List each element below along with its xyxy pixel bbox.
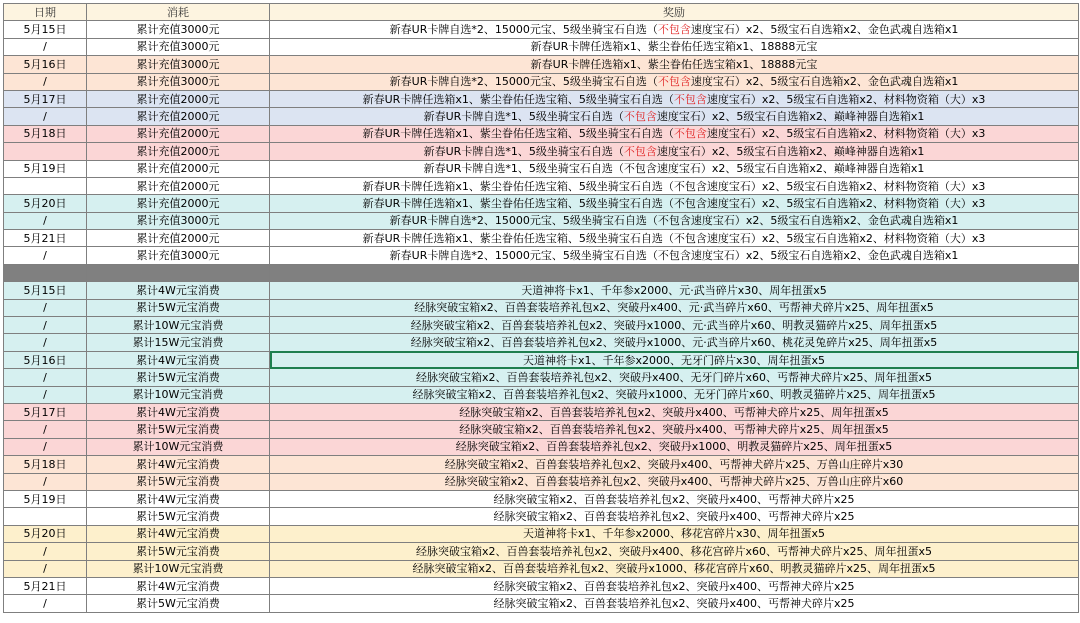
cell-cost[interactable]: 累计充值2000元 <box>87 108 270 125</box>
cell-reward[interactable] <box>270 195 1079 212</box>
cell-reward[interactable] <box>270 525 1079 542</box>
cell-cost[interactable]: 累计10W元宝消费 <box>87 560 270 577</box>
cell-date[interactable]: 5月21日 <box>4 230 87 247</box>
table-row <box>4 351 1079 368</box>
cell-date[interactable]: 5月19日 <box>4 160 87 177</box>
reward-text-segment: 经脉突破宝箱x2、百兽套装培养礼包x2、突破丹x1000、元·武当碎片x60、桃花灵兔碎片x25、周年扭蛋x5 <box>410 336 938 350</box>
cell-reward[interactable] <box>270 560 1079 577</box>
cell-date[interactable]: / <box>4 299 87 316</box>
cell-reward[interactable] <box>270 90 1079 107</box>
table-row <box>4 490 1079 507</box>
reward-text-segment: 速度宝石）x2、5级宝石自选箱x2、材料物资箱（大）x3 <box>706 92 986 106</box>
cell-cost[interactable]: 累计4W元宝消费 <box>87 456 270 473</box>
cell-reward[interactable] <box>270 456 1079 473</box>
reward-text-segment: 新春UR卡牌任选箱x1、紫尘眷佑任选宝箱、5级坐骑宝石自选（不包含速度宝石）x2、5级宝石自选箱x2、材料物资箱（大）x3 <box>362 196 986 210</box>
cell-date[interactable]: / <box>4 108 87 125</box>
cell-date[interactable]: / <box>4 543 87 560</box>
cell-cost[interactable]: 累计充值2000元 <box>87 143 270 160</box>
cell-cost[interactable]: 累计5W元宝消费 <box>87 299 270 316</box>
table-row <box>4 560 1079 577</box>
table-row <box>4 595 1079 612</box>
cell-date[interactable]: / <box>4 212 87 229</box>
cell-cost[interactable]: 累计4W元宝消费 <box>87 282 270 299</box>
table-row <box>4 108 1079 125</box>
table-row <box>4 230 1079 247</box>
table-row <box>4 160 1079 177</box>
table-row <box>4 438 1079 455</box>
table-row <box>4 21 1079 38</box>
reward-text-segment: 新春UR卡牌自选*1、5级坐骑宝石自选（ <box>423 110 624 124</box>
table-row <box>4 56 1079 73</box>
cell-date[interactable]: / <box>4 473 87 490</box>
header-cost[interactable]: 消耗 <box>87 4 270 21</box>
cell-cost[interactable]: 累计4W元宝消费 <box>87 351 270 368</box>
reward-text-segment: 不包含 <box>673 92 707 106</box>
reward-text-segment: 速度宝石）x2、5级宝石自选箱x2、金色武魂自选箱x1 <box>690 75 959 89</box>
cell-date[interactable]: / <box>4 73 87 90</box>
cell-date[interactable]: / <box>4 595 87 612</box>
cell-reward[interactable] <box>270 421 1079 438</box>
table-row <box>4 38 1079 55</box>
cell-reward[interactable] <box>270 438 1079 455</box>
cell-reward[interactable] <box>270 73 1079 90</box>
table-row <box>4 473 1079 490</box>
reward-text-segment: 新春UR卡牌任选箱x1、紫尘眷佑任选宝箱、5级坐骑宝石自选（ <box>362 92 674 106</box>
cell-date[interactable]: / <box>4 438 87 455</box>
cell-date[interactable]: 5月16日 <box>4 56 87 73</box>
table-row <box>4 508 1079 525</box>
cell-date[interactable]: / <box>4 560 87 577</box>
cell-reward[interactable] <box>270 125 1079 142</box>
cell-date[interactable]: / <box>4 421 87 438</box>
reward-text-segment: 经脉突破宝箱x2、百兽套装培养礼包x2、突破丹x400、丐帮神犬碎片x25、万兽山庄碎片x60 <box>444 475 904 489</box>
reward-text-segment: 经脉突破宝箱x2、百兽套装培养礼包x2、突破丹x400、丐帮神犬碎片x25、万兽山庄碎片x30 <box>444 457 904 471</box>
reward-text-segment: 新春UR卡牌任选箱x1、紫尘眷佑任选宝箱、5级坐骑宝石自选（不包含速度宝石）x2、5级宝石自选箱x2、材料物资箱（大）x3 <box>362 179 986 193</box>
cell-cost[interactable]: 累计4W元宝消费 <box>87 403 270 420</box>
reward-text-segment: 新春UR卡牌自选*1、5级坐骑宝石自选（ <box>423 144 624 158</box>
reward-text-segment: 新春UR卡牌任选箱x1、紫尘眷佑任选宝箱x1、18888元宝 <box>530 40 818 54</box>
table-row <box>4 143 1079 160</box>
reward-text-segment: 新春UR卡牌自选*2、15000元宝、5级坐骑宝石自选（不包含速度宝石）x2、5级宝石自选箱x2、金色武魂自选箱x1 <box>389 249 959 263</box>
reward-text-segment: 速度宝石）x2、5级宝石自选箱x2、材料物资箱（大）x3 <box>706 127 986 141</box>
reward-text-segment: 不包含 <box>623 110 657 124</box>
cell-reward[interactable] <box>270 595 1079 612</box>
cell-cost[interactable]: 累计充值3000元 <box>87 212 270 229</box>
cell-cost[interactable]: 累计5W元宝消费 <box>87 543 270 560</box>
reward-text-segment: 速度宝石）x2、5级宝石自选箱x2、金色武魂自选箱x1 <box>690 23 959 37</box>
reward-text-segment: 经脉突破宝箱x2、百兽套装培养礼包x2、突破丹x400、丐帮神犬碎片x25 <box>493 596 855 610</box>
cell-reward[interactable] <box>270 108 1079 125</box>
cell-reward[interactable] <box>270 386 1079 403</box>
cell-reward[interactable] <box>270 351 1079 368</box>
cell-date[interactable]: 5月15日 <box>4 282 87 299</box>
cell-cost[interactable]: 累计5W元宝消费 <box>87 369 270 386</box>
reward-text-segment: 经脉突破宝箱x2、百兽套装培养礼包x2、突破丹x400、无牙门碎片x60、丐帮神犬碎片x25、周年扭蛋x5 <box>415 370 933 384</box>
reward-text-segment: 天道神将卡x1、千年参x2000、无牙门碎片x30、周年扭蛋x5 <box>522 353 826 367</box>
reward-text-segment: 新春UR卡牌自选*2、15000元宝、5级坐骑宝石自选（不包含速度宝石）x2、5级宝石自选箱x2、金色武魂自选箱x1 <box>389 214 959 228</box>
reward-table <box>3 3 1079 613</box>
table-row <box>4 334 1079 351</box>
cell-cost[interactable]: 累计10W元宝消费 <box>87 438 270 455</box>
cell-date[interactable]: / <box>4 247 87 264</box>
cell-date[interactable]: 5月20日 <box>4 525 87 542</box>
reward-text-segment: 不包含 <box>657 23 691 37</box>
cell-date[interactable]: 5月18日 <box>4 125 87 142</box>
cell-date[interactable]: / <box>4 334 87 351</box>
table-row <box>4 456 1079 473</box>
cell-cost[interactable]: 累计充值3000元 <box>87 21 270 38</box>
reward-text-segment: 经脉突破宝箱x2、百兽套装培养礼包x2、突破丹x400、移花宫碎片x60、丐帮神犬碎片x25、周年扭蛋x5 <box>415 544 933 558</box>
cell-reward[interactable] <box>270 230 1079 247</box>
reward-text-segment: 不包含 <box>623 144 657 158</box>
cell-reward[interactable] <box>270 473 1079 490</box>
reward-text-segment: 新春UR卡牌自选*1、5级坐骑宝石自选（不包含速度宝石）x2、5级宝石自选箱x2、巅峰神器自选箱x1 <box>423 162 925 176</box>
reward-text-segment: 经脉突破宝箱x2、百兽套装培养礼包x2、突破丹x1000、元·武当碎片x60、明教灵猫碎片x25、周年扭蛋x5 <box>410 318 938 332</box>
cell-reward[interactable] <box>270 160 1079 177</box>
cell-date[interactable]: / <box>4 369 87 386</box>
cell-cost[interactable]: 累计充值3000元 <box>87 247 270 264</box>
cell-date[interactable]: / <box>4 317 87 334</box>
cell-reward[interactable] <box>270 282 1079 299</box>
table-row <box>4 195 1079 212</box>
cell-reward[interactable] <box>270 403 1079 420</box>
table-row <box>4 177 1079 194</box>
cell-cost[interactable]: 累计15W元宝消费 <box>87 334 270 351</box>
cell-cost[interactable]: 累计5W元宝消费 <box>87 508 270 525</box>
cell-date[interactable]: 5月17日 <box>4 403 87 420</box>
table-row <box>4 543 1079 560</box>
cell-cost[interactable]: 累计充值2000元 <box>87 177 270 194</box>
cell-reward[interactable] <box>270 177 1079 194</box>
reward-text-segment: 经脉突破宝箱x2、百兽套装培养礼包x2、突破丹x400、丐帮神犬碎片x25 <box>493 492 855 506</box>
cell-reward[interactable] <box>270 247 1079 264</box>
cell-date[interactable]: 5月17日 <box>4 90 87 107</box>
table-row <box>4 525 1079 542</box>
cell-cost[interactable]: 累计充值3000元 <box>87 73 270 90</box>
cell-date[interactable] <box>4 143 87 160</box>
reward-text-segment: 经脉突破宝箱x2、百兽套装培养礼包x2、突破丹x1000、无牙门碎片x60、明教灵猫碎片x25、周年扭蛋x5 <box>412 388 936 402</box>
table-row <box>4 264 1079 281</box>
cell-cost[interactable]: 累计10W元宝消费 <box>87 317 270 334</box>
cell-date[interactable] <box>4 177 87 194</box>
cell-cost[interactable]: 累计充值3000元 <box>87 38 270 55</box>
cell-reward[interactable] <box>270 38 1079 55</box>
cell-reward[interactable] <box>270 577 1079 594</box>
cell-cost[interactable]: 累计充值2000元 <box>87 90 270 107</box>
cell-date[interactable]: 5月19日 <box>4 490 87 507</box>
table-row <box>4 282 1079 299</box>
reward-text-segment: 经脉突破宝箱x2、百兽套装培养礼包x2、突破丹x400、丐帮神犬碎片x25、周年扭蛋x5 <box>459 423 889 437</box>
cell-reward[interactable] <box>270 508 1079 525</box>
reward-text-segment: 经脉突破宝箱x2、百兽套装培养礼包x2、突破丹x400、丐帮神犬碎片x25 <box>493 579 855 593</box>
table-row <box>4 247 1079 264</box>
table-row <box>4 386 1079 403</box>
reward-text-segment: 不包含 <box>657 75 691 89</box>
cell-date[interactable]: 5月18日 <box>4 456 87 473</box>
cell-reward[interactable] <box>270 21 1079 38</box>
cell-date[interactable]: 5月15日 <box>4 21 87 38</box>
cell-reward[interactable] <box>270 490 1079 507</box>
table-body <box>4 4 1079 613</box>
cell-cost[interactable]: 累计充值2000元 <box>87 195 270 212</box>
reward-text-segment: 新春UR卡牌自选*2、15000元宝、5级坐骑宝石自选（ <box>389 75 658 89</box>
table-row <box>4 317 1079 334</box>
cell-cost[interactable]: 累计4W元宝消费 <box>87 490 270 507</box>
cell-date[interactable]: / <box>4 38 87 55</box>
cell-reward[interactable] <box>270 317 1079 334</box>
table-row <box>4 369 1079 386</box>
cell-reward[interactable] <box>270 212 1079 229</box>
reward-text-segment: 新春UR卡牌任选箱x1、紫尘眷佑任选宝箱、5级坐骑宝石自选（ <box>362 127 674 141</box>
table-row <box>4 299 1079 316</box>
reward-text-segment: 新春UR卡牌任选箱x1、紫尘眷佑任选宝箱、5级坐骑宝石自选（不包含速度宝石）x2、5级宝石自选箱x2、材料物资箱（大）x3 <box>362 231 986 245</box>
cell-date[interactable]: / <box>4 386 87 403</box>
cell-cost[interactable]: 累计充值2000元 <box>87 160 270 177</box>
reward-text-segment: 天道神将卡x1、千年参x2000、元·武当碎片x30、周年扭蛋x5 <box>521 283 827 297</box>
cell-date[interactable]: 5月16日 <box>4 351 87 368</box>
cell-reward[interactable] <box>270 264 1079 281</box>
header-reward[interactable]: 奖励 <box>270 4 1079 21</box>
cell-cost[interactable]: 累计4W元宝消费 <box>87 577 270 594</box>
cell-reward[interactable] <box>270 369 1079 386</box>
cell-cost[interactable]: 累计10W元宝消费 <box>87 386 270 403</box>
cell-cost[interactable]: 累计充值2000元 <box>87 125 270 142</box>
reward-text-segment: 经脉突破宝箱x2、百兽套装培养礼包x2、突破丹x1000、明教灵猫碎片x25、周年扭蛋x5 <box>455 440 893 454</box>
table-row <box>4 90 1079 107</box>
header-row <box>4 4 1079 21</box>
table-row <box>4 403 1079 420</box>
table-row <box>4 73 1079 90</box>
cell-cost[interactable]: 累计4W元宝消费 <box>87 525 270 542</box>
cell-cost[interactable]: 累计5W元宝消费 <box>87 473 270 490</box>
table-row <box>4 577 1079 594</box>
header-date[interactable]: 日期 <box>4 4 87 21</box>
reward-text-segment: 不包含 <box>673 127 707 141</box>
cell-reward[interactable] <box>270 56 1079 73</box>
reward-text-segment: 经脉突破宝箱x2、百兽套装培养礼包x2、突破丹x400、丐帮神犬碎片x25 <box>493 510 855 524</box>
cell-cost[interactable]: 累计充值3000元 <box>87 56 270 73</box>
reward-text-segment: 经脉突破宝箱x2、百兽套装培养礼包x2、突破丹x400、丐帮神犬碎片x25、周年扭蛋x5 <box>459 405 889 419</box>
cell-reward[interactable] <box>270 334 1079 351</box>
cell-cost[interactable]: 累计5W元宝消费 <box>87 595 270 612</box>
cell-cost[interactable]: 累计充值2000元 <box>87 230 270 247</box>
reward-text-segment: 速度宝石）x2、5级宝石自选箱x2、巅峰神器自选箱x1 <box>656 110 925 124</box>
cell-reward[interactable] <box>270 543 1079 560</box>
table-row <box>4 125 1079 142</box>
reward-text-segment: 新春UR卡牌任选箱x1、紫尘眷佑任选宝箱x1、18888元宝 <box>530 57 818 71</box>
reward-text-segment: 经脉突破宝箱x2、百兽套装培养礼包x2、突破丹x1000、移花宫碎片x60、明教灵猫碎片x25、周年扭蛋x5 <box>412 562 936 576</box>
reward-text-segment: 经脉突破宝箱x2、百兽套装培养礼包x2、突破丹x400、元·武当碎片x60、丐帮神犬碎片x25、周年扭蛋x5 <box>414 301 934 315</box>
cell-cost[interactable]: 累计5W元宝消费 <box>87 421 270 438</box>
table-row <box>4 212 1079 229</box>
reward-text-segment: 速度宝石）x2、5级宝石自选箱x2、巅峰神器自选箱x1 <box>656 144 925 158</box>
reward-text-segment: 新春UR卡牌自选*2、15000元宝、5级坐骑宝石自选（ <box>389 23 658 37</box>
cell-date[interactable]: 5月20日 <box>4 195 87 212</box>
reward-text-segment: 天道神将卡x1、千年参x2000、移花宫碎片x30、周年扭蛋x5 <box>522 527 826 541</box>
cell-date[interactable] <box>4 508 87 525</box>
cell-cost[interactable] <box>87 264 270 281</box>
cell-reward[interactable] <box>270 143 1079 160</box>
cell-date[interactable] <box>4 264 87 281</box>
table-row <box>4 421 1079 438</box>
cell-reward[interactable] <box>270 299 1079 316</box>
cell-date[interactable]: 5月21日 <box>4 577 87 594</box>
